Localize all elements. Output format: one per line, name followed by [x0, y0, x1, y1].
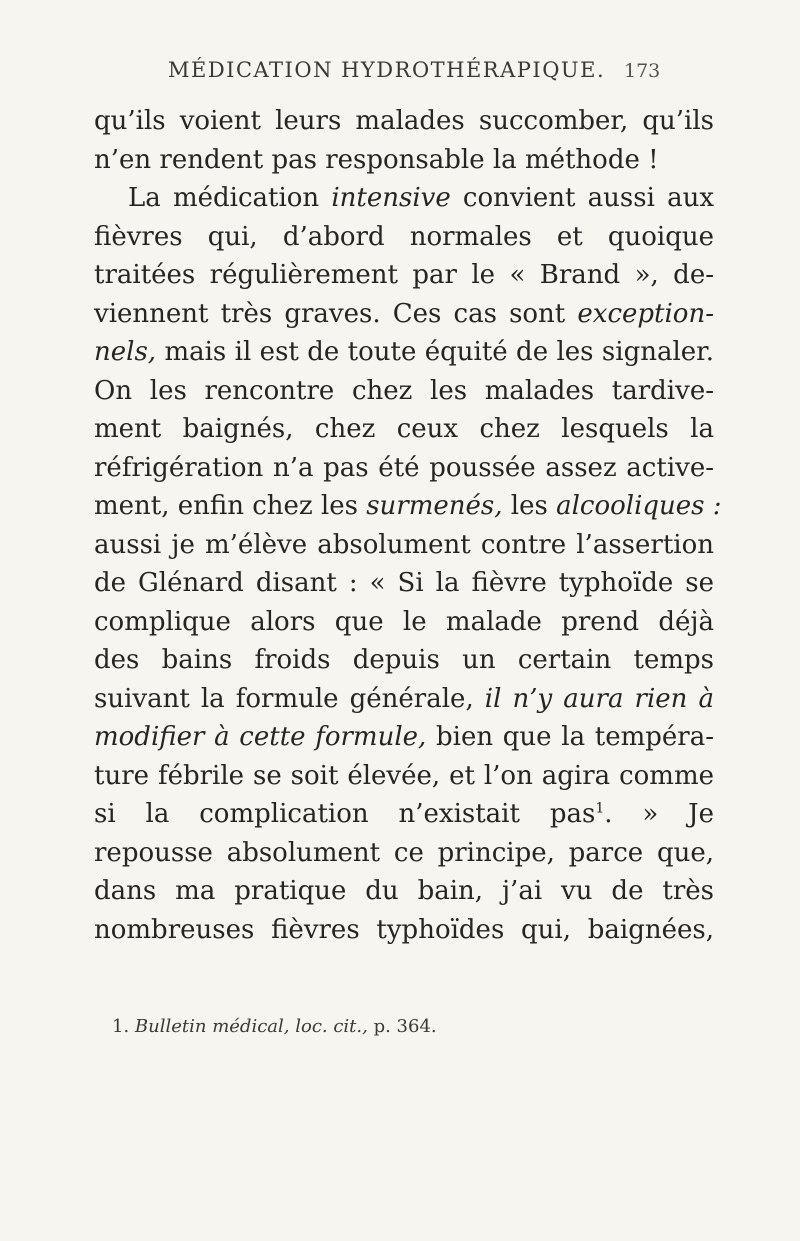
text-line-1: qu’ils voient leurs malades succomber, qu’ils	[94, 106, 714, 136]
text-line-19: si la complication n’existait pas$^1$. » Je	[94, 799, 714, 829]
footnote-ref: 1	[595, 800, 605, 817]
body-text	[94, 102, 722, 949]
text-line-16: suivant la formule générale, il n’y aura rien à	[94, 683, 714, 714]
text-line-6: viennent très graves. Ces cas sont exception-	[94, 298, 714, 329]
text-line-12: aussi je m’élève absolument contre l’assertion	[94, 529, 714, 560]
page-number: 173	[624, 60, 661, 82]
footnote	[112, 1016, 437, 1037]
text-line-21: dans ma pratique du bain, j’ai vu de très	[94, 876, 714, 906]
text-line-14: complique alors que le malade prend déjà	[94, 606, 714, 637]
text-line-8: On les rencontre chez les malades tardive-	[94, 375, 714, 406]
text-line-17: modifier à cette formule, bien que la tempéra-	[94, 722, 714, 752]
text-line-18: ture fébrile se soit élevée, et l’on agira comme	[94, 760, 714, 791]
footnote-source: Bulletin médical, loc. cit.,	[134, 1016, 368, 1037]
text-line-15: des bains froids depuis un certain temps	[94, 645, 714, 675]
text-line-13: de Glénard disant : « Si la fièvre typhoïde se	[94, 568, 714, 598]
footnote-page-ref: p. 364.	[373, 1016, 437, 1037]
text-line-3: La médication intensive convient aussi aux	[128, 183, 714, 213]
text-line-22: nombreuses fièvres typhoïdes qui, baignées,	[94, 914, 714, 945]
text-line-7: nels, mais il est de toute équité de les signaler.	[94, 337, 714, 367]
text-line-11: ment, enfin chez les surmenés, les alcooliques :	[94, 491, 722, 521]
text-line-5: traitées régulièrement par le « Brand », de-	[94, 260, 714, 290]
text-line-9: ment baignés, chez ceux chez lesquels la	[94, 414, 714, 444]
text-line-2: n’en rendent pas responsable la méthode !	[94, 144, 659, 175]
running-header: MÉDICATION HYDROTHÉRAPIQUE.	[168, 58, 606, 82]
footnote-number: 1.	[112, 1016, 130, 1037]
text-line-20: repousse absolument ce principe, parce que,	[94, 837, 714, 868]
text-line-4: fièvres qui, d’abord normales et quoique	[94, 221, 714, 252]
text-line-10: réfrigération n’a pas été poussée assez active-	[94, 452, 714, 483]
